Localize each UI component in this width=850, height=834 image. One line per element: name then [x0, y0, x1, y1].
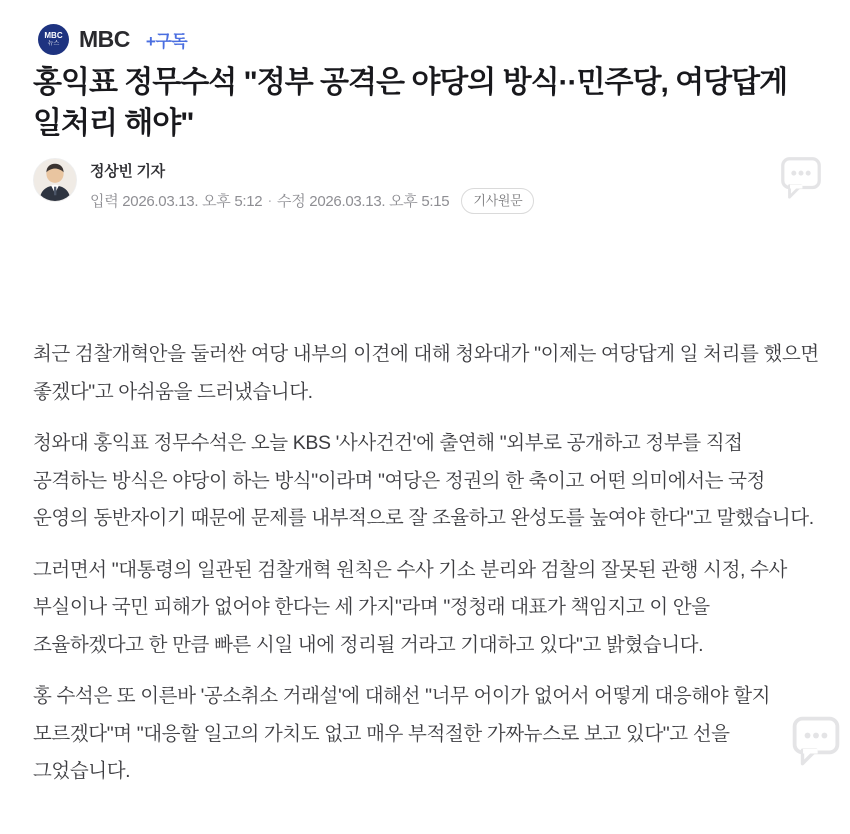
published-label: 입력	[90, 193, 119, 211]
byline	[33, 158, 534, 214]
original-article-button[interactable]: 기사원문	[461, 188, 534, 214]
reporter-name[interactable]: 정상빈 기자	[90, 163, 165, 180]
speech-bubble-icon	[778, 153, 824, 201]
article-paragraph-4: 홍 수석은 또 이른바 '공소취소 거래설'에 대해선 "너무 어이가 없어서 어떻게 대응해야 할지 모르겠다"며 "대응할 일고의 가치도 없고 매우 부적절한 가짜뉴스로 보고 있다"고 선을 그었습니다.	[33, 685, 771, 782]
modified-label: 수정	[277, 193, 306, 211]
published-time: 2026.03.13. 오후 5:12	[122, 193, 263, 211]
reporter-avatar[interactable]	[33, 158, 77, 202]
article-meta	[90, 188, 534, 214]
modified-time: 2026.03.13. 오후 5:15	[309, 193, 450, 211]
comment-button-top[interactable]	[778, 153, 824, 201]
article-paragraph-3: 그러면서 "대통령의 일관된 검찰개혁 원칙은 수사 기소 분리와 검찰의 잘못된 관행 시정, 수사 부실이나 국민 피해가 없어야 한다는 세 가지"라며 "정청래 대표가 책임지고 이 안을 조율하겠다고 한 만큼 빠른 시일 내에 정리될 거라고 기대하고 있다"고 밝혔습니다.	[33, 558, 787, 656]
article-paragraph-1: 최근 검찰개혁안을 둘러싼 여당 내부의 이견에 대해 청와대가 "이제는 여당답게 일 처리를 했으면 좋겠다"고 아쉬움을 드러냈습니다.	[33, 343, 819, 403]
meta-separator: ·	[267, 192, 273, 210]
mbc-logo-icon[interactable]	[38, 24, 69, 55]
speech-bubble-icon	[789, 710, 843, 770]
article-title: 홍익표 정무수석 "정부 공격은 야당의 방식··민주당, 여당답게 일처리 해야"	[33, 66, 788, 140]
article-paragraph-2: 청와대 홍익표 정무수석은 오늘 KBS '사사건건'에 출연해 "외부로 공개하고 정부를 직접 공격하는 방식은 야당이 하는 방식"이라며 "여당은 정권의 한 축이고 어떤 의미에서는 국정 운영의 동반자이기 때문에 문제를 내부적으로 잘 조율하고 완성도를 높여야 한다"고 말했습니다.	[33, 432, 814, 529]
publisher-header	[38, 22, 187, 56]
publisher-name[interactable]: MBC	[79, 25, 130, 52]
byline-text	[90, 158, 534, 214]
comment-button-bottom[interactable]	[789, 710, 843, 770]
subscribe-button[interactable]: +구독	[146, 27, 187, 52]
reporter-portrait-icon	[34, 159, 76, 201]
article-body	[33, 336, 821, 805]
mbc-logo-text: MBC	[44, 30, 63, 40]
mbc-logo-subtext: 뉴스	[47, 40, 60, 47]
